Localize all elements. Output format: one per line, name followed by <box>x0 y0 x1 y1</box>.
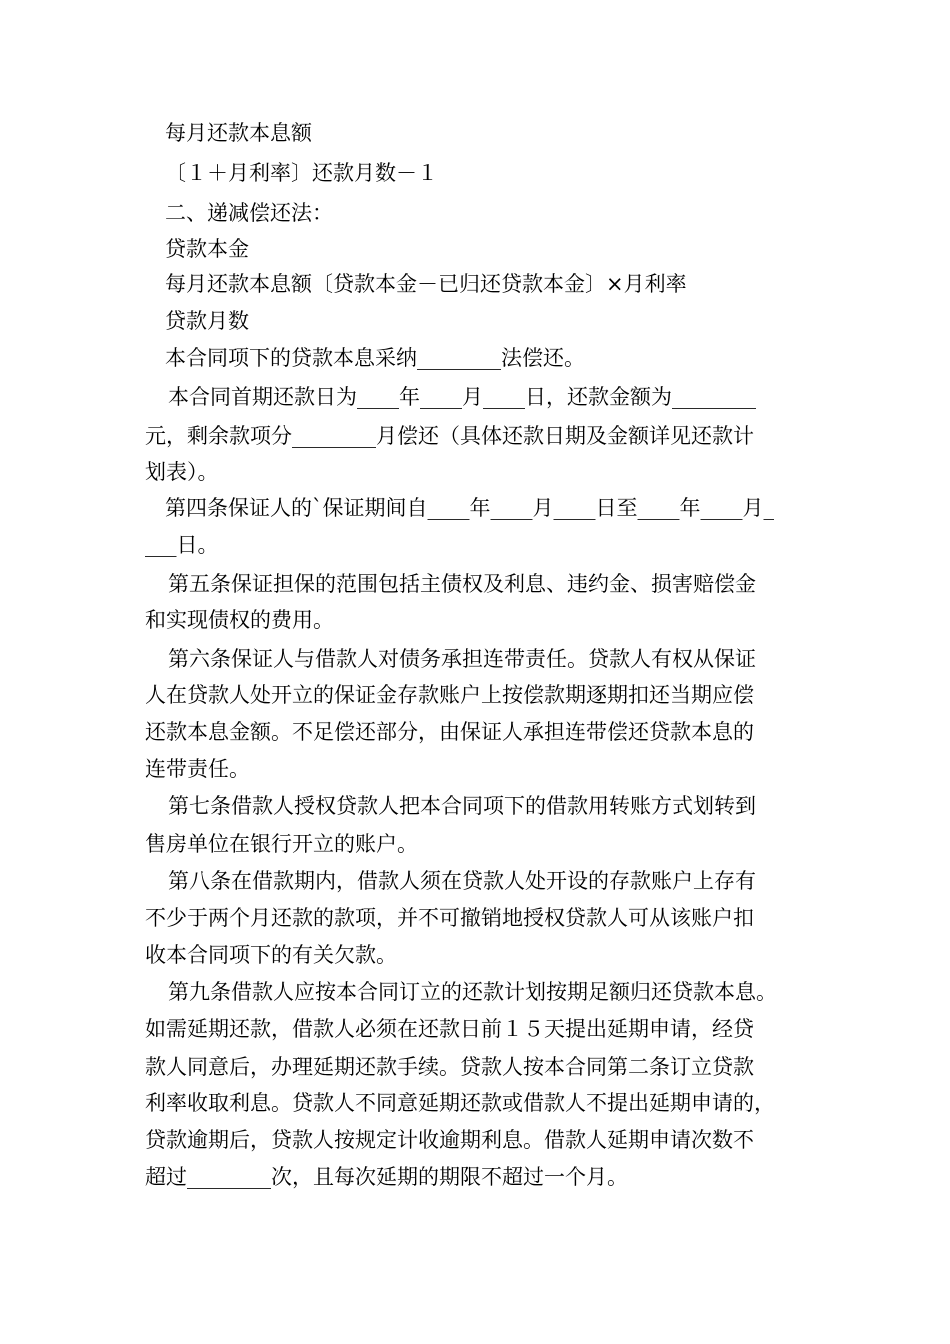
text-line: 第四条保证人的`保证期间自____年____月____日至____年____月_ <box>165 496 774 520</box>
text-line: 每月还款本息额 <box>165 121 312 145</box>
text-line: 第五条保证担保的范围包括主债权及利息、违约金、损害赔偿金 <box>168 572 756 596</box>
text-line: 人在贷款人处开立的保证金存款账户上按偿款期逐期扣还当期应偿 <box>145 683 754 707</box>
text-line: 款人同意后，办理延期还款手续。贷款人按本合同第二条订立贷款 <box>145 1055 754 1079</box>
text-line: 如需延期还款，借款人必须在还款日前１５天提出延期申请，经贷 <box>145 1017 754 1041</box>
text-line: 本合同项下的贷款本息采纳________法偿还。 <box>165 346 585 370</box>
text-line: 利率收取利息。贷款人不同意延期还款或借款人不提出延期申请的， <box>145 1091 775 1115</box>
text-line: 元，剩余款项分________月偿还（具体还款日期及金额详见还款计 <box>145 424 754 448</box>
text-line: 贷款逾期后，贷款人按规定计收逾期利息。借款人延期申请次数不 <box>145 1128 754 1152</box>
text-line: 第九条借款人应按本合同订立的还款计划按期足额归还贷款本息。 <box>168 980 777 1004</box>
text-line: 〔１＋月利率〕还款月数－１ <box>165 161 438 185</box>
text-line: 第八条在借款期内，借款人须在贷款人处开设的存款账户上存有 <box>168 869 756 893</box>
text-line: 本合同首期还款日为____年____月____日，还款金额为________ <box>168 385 756 409</box>
text-line: 第七条借款人授权贷款人把本合同项下的借款用转账方式划转到 <box>168 794 756 818</box>
text-line: ___日。 <box>145 533 219 557</box>
text-line: 不少于两个月还款的款项，并不可撤销地授权贷款人可从该账户扣 <box>145 906 754 930</box>
text-line: 第六条保证人与借款人对债务承担连带责任。贷款人有权从保证 <box>168 647 756 671</box>
text-line: 二、递减偿还法： <box>165 201 333 225</box>
text-line: 收本合同项下的有关欠款。 <box>145 943 397 967</box>
text-line: 超过________次，且每次延期的期限不超过一个月。 <box>145 1165 628 1189</box>
text-line: 和实现债权的费用。 <box>145 608 334 632</box>
text-line: 贷款本金 <box>165 237 249 261</box>
text-line: 还款本息金额。不足偿还部分，由保证人承担连带偿还贷款本息的 <box>145 720 754 744</box>
text-line: 每月还款本息额〔贷款本金－已归还贷款本金〕×月利率 <box>165 272 687 296</box>
text-line: 贷款月数 <box>165 309 249 333</box>
text-line: 连带责任。 <box>145 757 250 781</box>
text-line: 划表）。 <box>145 460 219 484</box>
text-line: 售房单位在银行开立的账户。 <box>145 832 418 856</box>
